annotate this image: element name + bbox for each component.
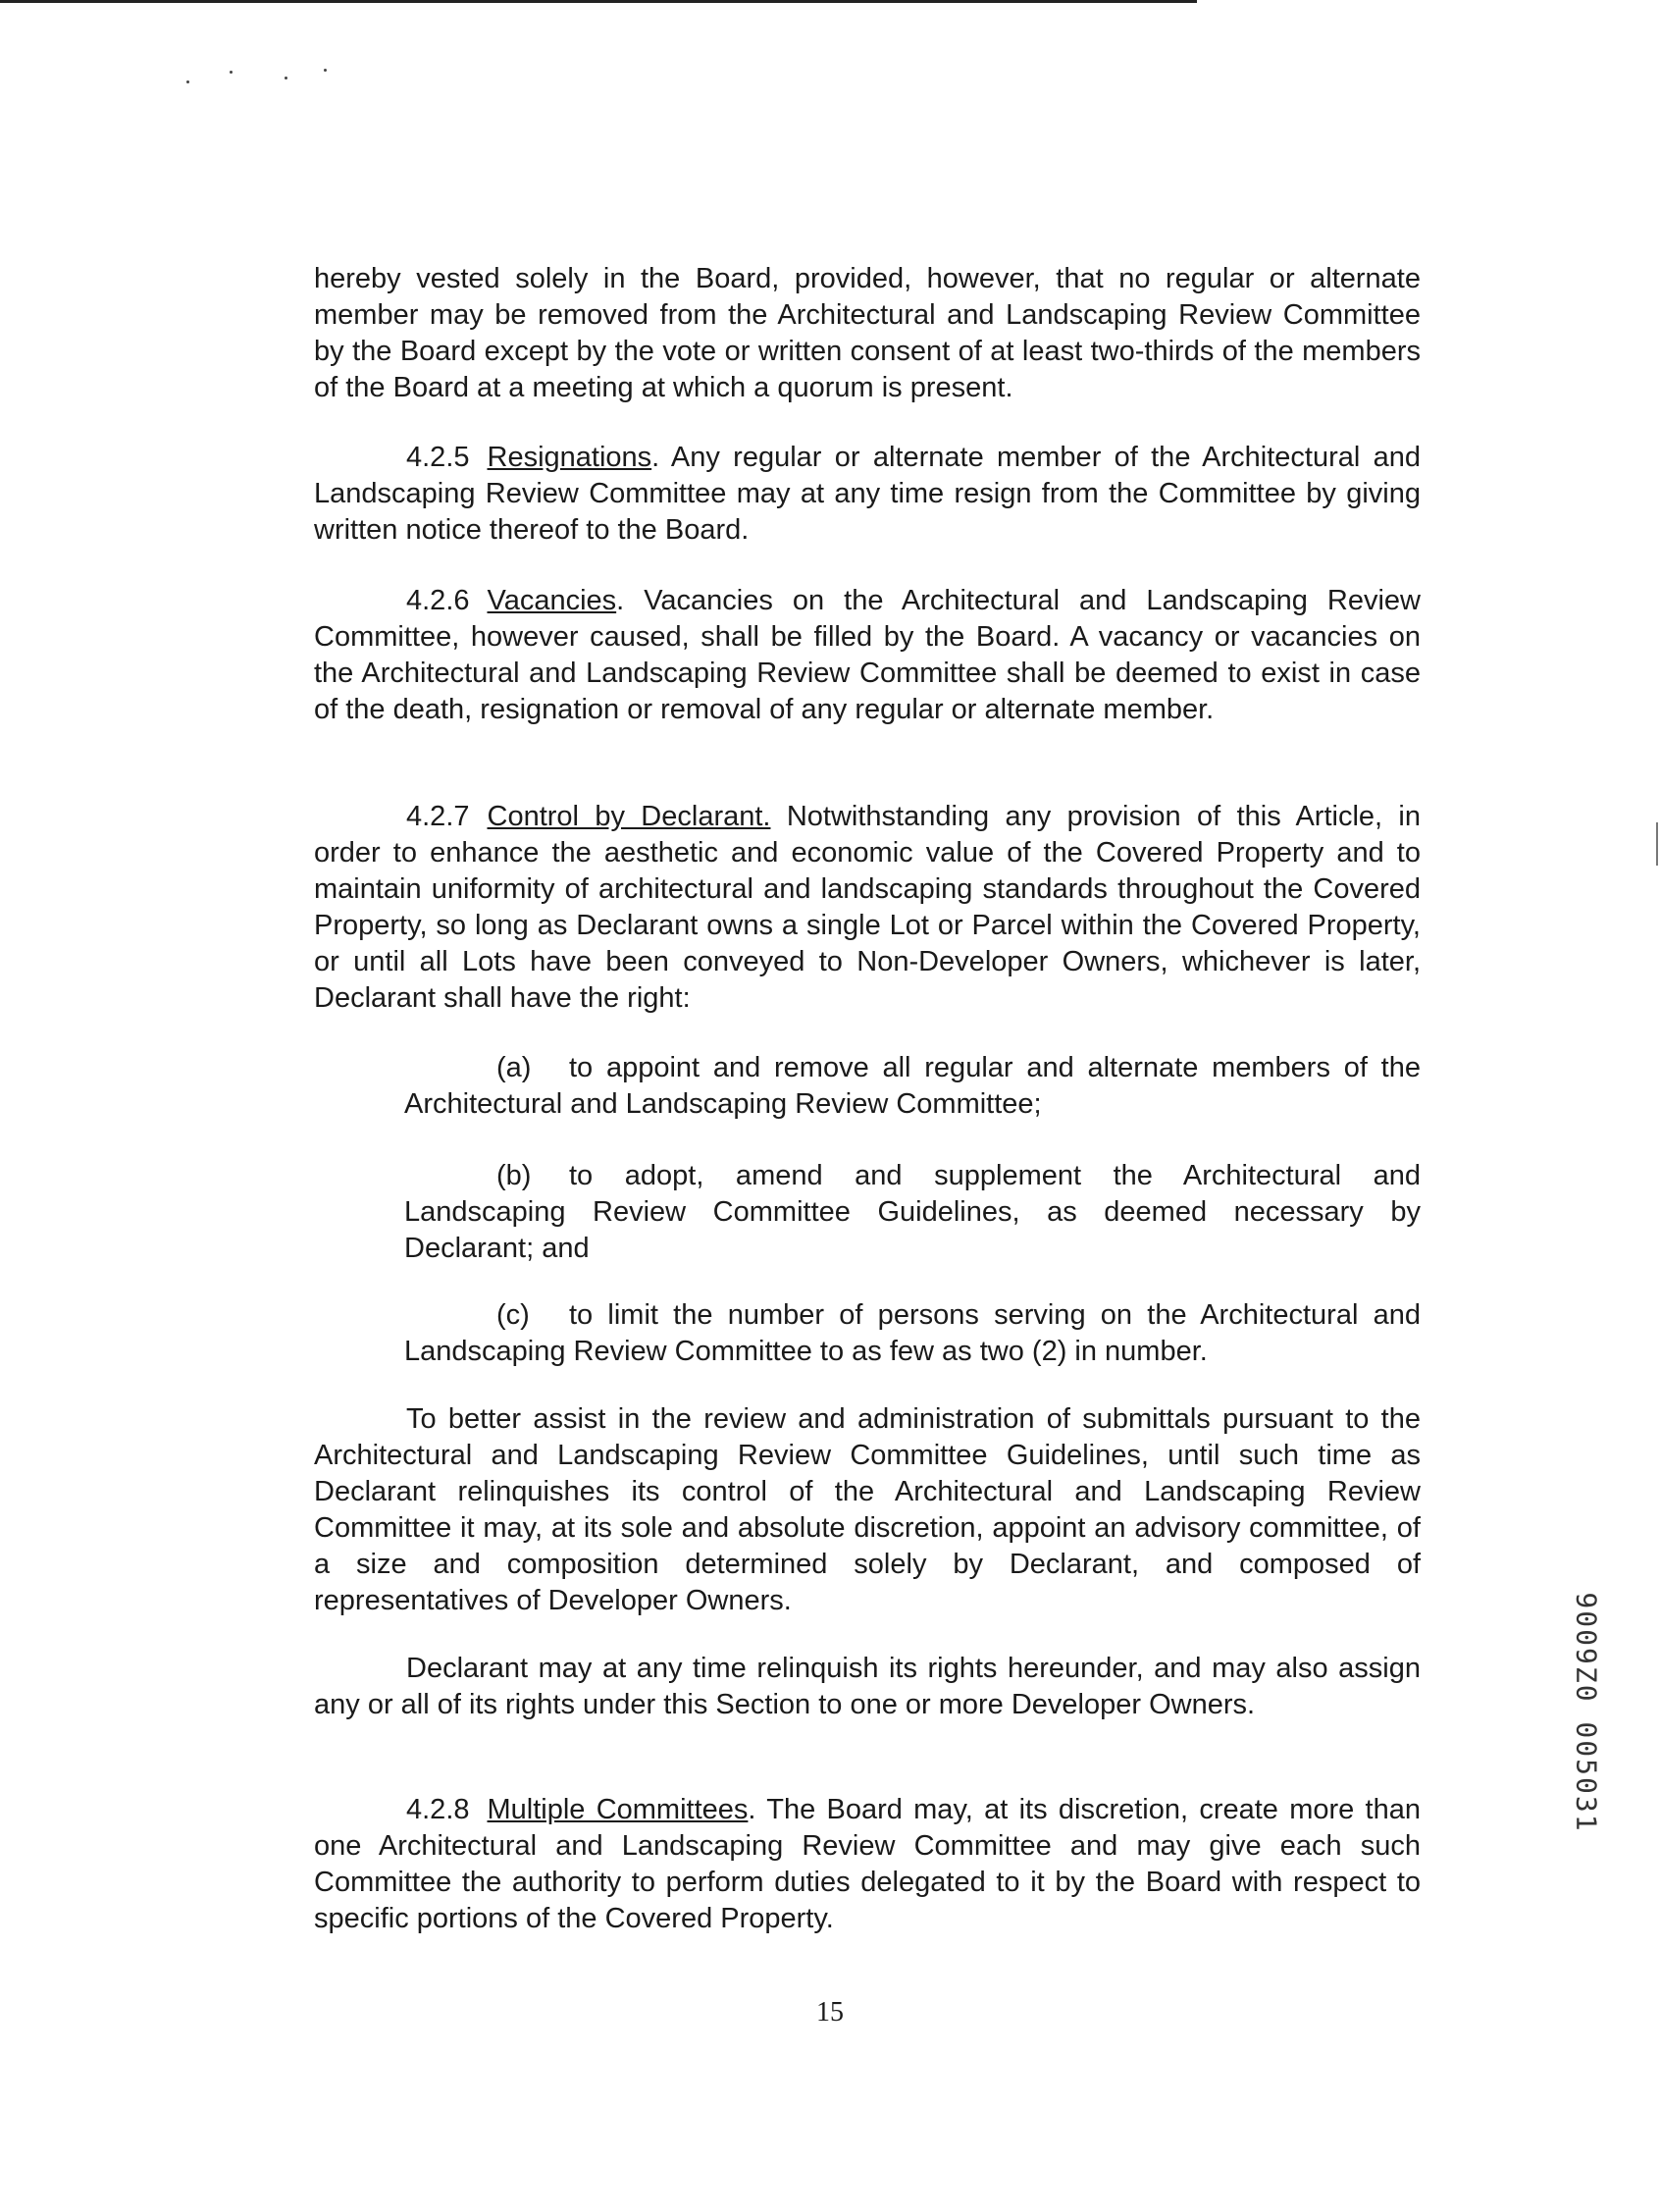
subitem-label: (c) (496, 1299, 530, 1331)
section-4-2-7 (314, 799, 1421, 1017)
section-body: . The Board may, at its discretion, create more than one Architectural and Landscaping Review Committee and may give each such Committee the authority to perform duties delegated to it by the Board with respect to specific portions of the Covered Property. (314, 1794, 1421, 1934)
continuation-text: hereby vested solely in the Board, provided, however, that no regular or alternate member may be removed from the Architectural and Landscaping Review Committee by the Board except by the vote or written consent of at least two-thirds of the members of the Board at a meeting at which a quorum is present. (314, 263, 1421, 403)
stamp-text: 9009Z0 005031 (1570, 1592, 1603, 1833)
section-4-2-8 (314, 1792, 1421, 1937)
scan-speck (285, 77, 287, 79)
page-number: 15 (816, 1997, 844, 2028)
subitem-text: to limit the number of persons serving on the Architectural and Landscaping Review Committee to as few as two (2) in number. (404, 1299, 1421, 1367)
section-body: . Any regular or alternate member of the Architectural and Landscaping Review Committee may at any time resign from the Committee by giving written notice thereof to the Board. (314, 442, 1421, 546)
section-number: 4.2.6 (406, 585, 470, 616)
scan-speck (186, 80, 189, 83)
subitem-text: to adopt, amend and supplement the Architectural and Landscaping Review Committee Guidelines, as deemed necessary by Declarant; and (404, 1160, 1421, 1264)
section-number: 4.2.7 (406, 801, 470, 832)
section-number: 4.2.8 (406, 1794, 470, 1825)
scan-speck (230, 71, 233, 74)
subitem-c (404, 1297, 1421, 1370)
section-4-2-5 (314, 440, 1421, 549)
section-heading: Control by Declarant. (487, 801, 771, 832)
scan-speck (324, 69, 327, 72)
advisory-text: To better assist in the review and administration of submittals pursuant to the Architectural and Landscaping Review Committee Guidelines, until such time as Declarant relinquishes its control of the Architectural and Landscaping Review Committee it may, at its sole and absolute discretion, appoint an advisory committee, of a size and composition determined solely by Declarant, and composed of representatives of Developer Owners. (314, 1403, 1421, 1616)
section-heading: Resignations (487, 442, 652, 473)
subitem-a (404, 1050, 1421, 1123)
relinquish-paragraph (314, 1651, 1421, 1723)
section-number: 4.2.5 (406, 442, 470, 473)
section-4-2-6 (314, 583, 1421, 728)
section-heading: Multiple Committees (487, 1794, 749, 1825)
subitem-text: to appoint and remove all regular and alternate members of the Architectural and Landscaping Review Committee; (404, 1052, 1421, 1120)
top-scan-rule (0, 0, 1197, 3)
subitem-label: (b) (496, 1160, 532, 1191)
relinquish-text: Declarant may at any time relinquish its rights hereunder, and may also assign any or all of its rights under this Section to one or more Developer Owners. (314, 1653, 1421, 1720)
scan-edge-mark (1656, 822, 1658, 866)
document-control-stamp (1562, 1570, 1611, 1855)
subitem-b (404, 1158, 1421, 1267)
section-body: Notwithstanding any provision of this Article, in order to enhance the aesthetic and economic value of the Covered Property and to maintain uniformity of architectural and landscaping standards throughout the Covered Property, so long as Declarant owns a single Lot or Parcel within the Covered Property, or until all Lots have been conveyed to Non-Developer Owners, whichever is later, Declarant shall have the right: (314, 801, 1421, 1014)
section-heading: Vacancies (487, 585, 617, 616)
subitem-label: (a) (496, 1052, 532, 1083)
section-body: . Vacancies on the Architectural and Landscaping Review Committee, however caused, shall be filled by the Board. A vacancy or vacancies on the Architectural and Landscaping Review Committee shall be deemed to exist in case of the death, resignation or removal of any regular or alternate member. (314, 585, 1421, 725)
continuation-paragraph (314, 261, 1421, 406)
advisory-committee-paragraph (314, 1401, 1421, 1619)
